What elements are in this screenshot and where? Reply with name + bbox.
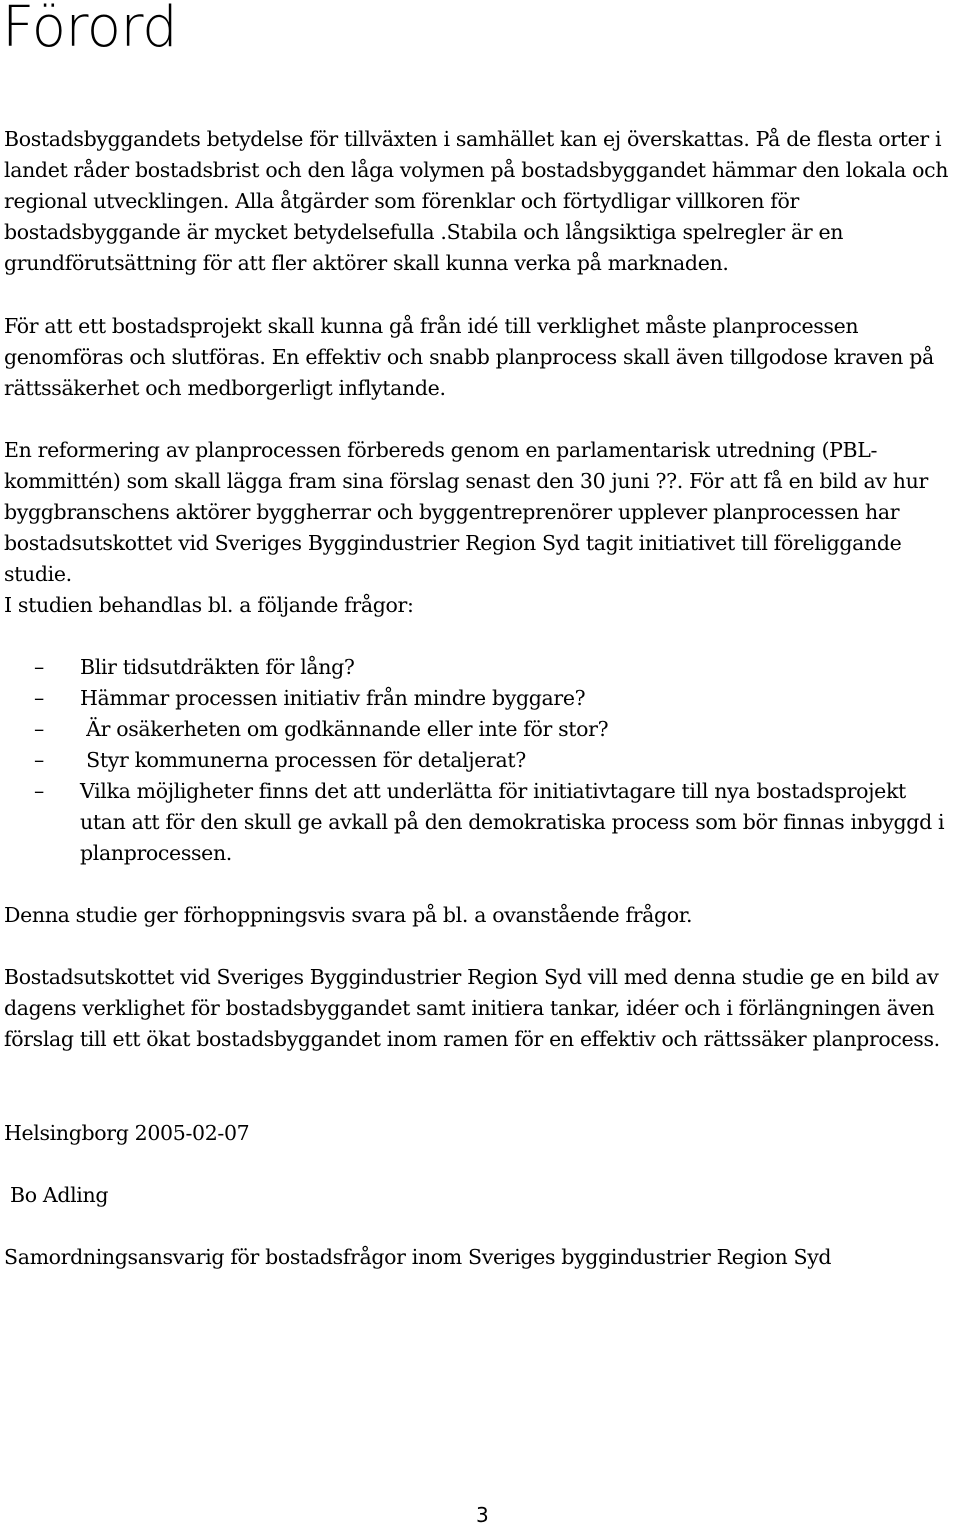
dash-bullet: –	[34, 748, 44, 772]
dash-bullet: –	[34, 655, 44, 679]
list-item	[4, 714, 954, 745]
question-list	[4, 652, 954, 869]
dash-bullet: –	[34, 717, 44, 741]
list-item	[4, 652, 954, 683]
paragraph-reform-text: En reformering av planprocessen förbereds genom en parlamentarisk utredning (PBL-kommittén) som skall lägga fram sina förslag senast den 30 juni ??. För att få en bild av hur byggbranschens aktörer byggherrar och byggentreprenörer upplever planprocessen har bostadsutskottet vid Sveriges Byggindustrier Region Syd tagit initiativet till föreliggande studie.	[4, 438, 928, 586]
list-item	[4, 683, 954, 714]
question-text: Styr kommunerna processen för detaljerat?	[80, 748, 526, 772]
signature-role: Samordningsansvarig för bostadsfrågor inom Sveriges byggindustrier Region Syd	[4, 1245, 832, 1269]
paragraph-planprocess: För att ett bostadsprojekt skall kunna gå från idé till verklighet måste planprocessen genomföras och slutföras. En effektiv och snabb planprocess skall även tillgodose kraven på rättssäkerhet och medborgerligt inflytande.	[4, 314, 934, 400]
paragraph-study-answers: Denna studie ger förhoppningsvis svara på bl. a ovanstående frågor.	[4, 903, 693, 927]
dash-bullet: –	[34, 779, 44, 803]
list-item	[4, 745, 954, 776]
question-text: Hämmar processen initiativ från mindre byggare?	[80, 686, 586, 710]
question-text: Vilka möjligheter finns det att underlätta för initiativtagare till nya bostadsprojekt utan att för den skull ge avkall på den demokratiska process som bör finnas inbyggd i planprocessen.	[80, 779, 945, 865]
list-item	[4, 776, 954, 869]
dash-bullet: –	[34, 686, 44, 710]
page-title: Förord	[2, 0, 178, 60]
place-date: Helsingborg 2005-02-07	[4, 1121, 250, 1145]
paragraph-questions-intro: I studien behandlas bl. a följande frågor:	[4, 593, 414, 617]
page-number: 3	[476, 1503, 489, 1527]
paragraph-reform	[4, 435, 954, 621]
paragraph-intro: Bostadsbyggandets betydelse för tillväxten i samhället kan ej överskattas. På de flesta orter i landet råder bostadsbrist och den låga volymen på bostadsbyggandet hämmar den lokala och regional utvecklingen. Alla åtgärder som förenklar och förtydligar villkoren för bostadsbyggande är mycket betydelsefulla .Stabila och långsiktiga spelregler är en grundförutsättning för att fler aktörer skall kunna verka på marknaden.	[4, 127, 949, 275]
paragraph-committee: Bostadsutskottet vid Sveriges Byggindustrier Region Syd vill med denna studie ge en bild av dagens verklighet för bostadsbyggandet samt initiera tankar, idéer och i förlängningen även förslag till ett ökat bostadsbyggandet inom ramen för en effektiv och rättssäker planprocess.	[4, 965, 940, 1051]
question-text: Blir tidsutdräkten för lång?	[80, 655, 355, 679]
question-text: Är osäkerheten om godkännande eller inte för stor?	[80, 717, 609, 741]
signature-name: Bo Adling	[10, 1183, 109, 1207]
